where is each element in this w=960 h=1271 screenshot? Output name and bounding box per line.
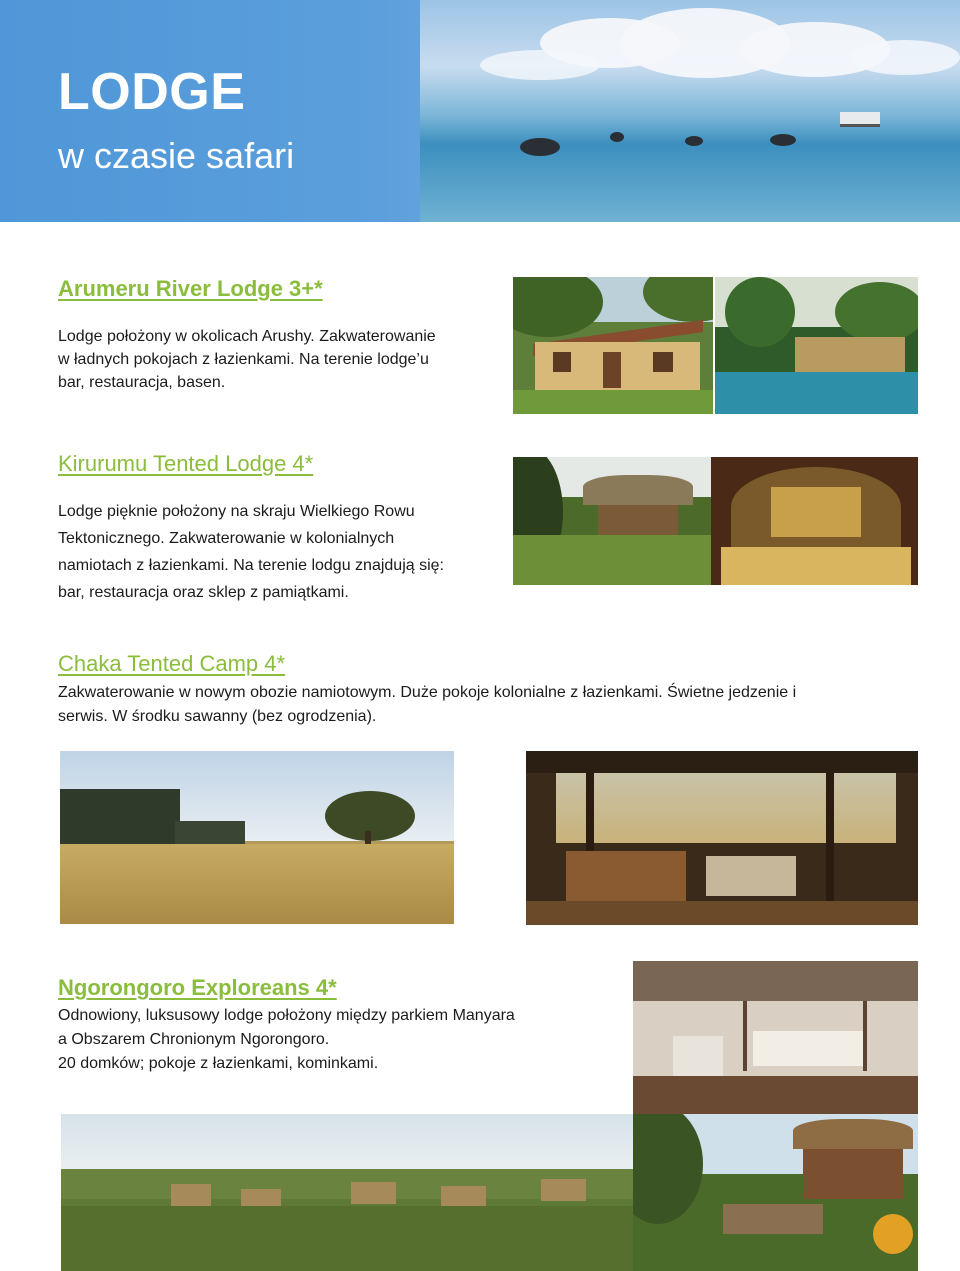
photo-kirurumu-tent-interior	[711, 457, 918, 585]
header-photo-snorkelers	[420, 0, 960, 222]
text-line: 20 domków; pokoje z łazienkami, kominkami.	[58, 1055, 379, 1072]
photo-arumeru-cottage	[513, 277, 713, 414]
text-line: serwis. W środku sawanny (bez ogrodzenia).	[58, 708, 377, 725]
text-line: bar, restauracja oraz sklep z pamiątkami.	[58, 584, 349, 601]
text-line: Lodge pięknie położony na skraju Wielkiego Rowu	[58, 503, 415, 520]
text-line: Odnowiony, luksusowy lodge położony między parkiem Manyara	[58, 1007, 515, 1024]
text-line: w ładnych pokojach z łazienkami. Na terenie lodge’u	[58, 351, 429, 368]
photo-ngorongoro-cottage	[633, 1114, 918, 1271]
photo-chaka-lounge	[526, 751, 918, 925]
text-line: bar, restauracja, basen.	[58, 374, 226, 391]
section-text-chaka	[58, 681, 918, 729]
page-title: LODGE	[58, 63, 246, 121]
page-subtitle: w czasie safari	[58, 135, 295, 176]
text-line: Tektonicznego. Zakwaterowanie w kolonialnych	[58, 530, 395, 547]
text-line: Zakwaterowanie w nowym obozie namiotowym. Duże pokoje kolonialne z łazienkami. Świetne jedzenie i	[58, 684, 797, 701]
text-line: a Obszarem Chronionym Ngorongoro.	[58, 1031, 330, 1048]
section-text-arumeru	[58, 325, 508, 394]
photo-kirurumu-hut	[513, 457, 711, 585]
section-title-ngorongoro[interactable]: Ngorongoro Exploreans 4*	[58, 975, 337, 1000]
section-text-ngorongoro	[58, 1004, 618, 1076]
header-banner	[0, 0, 960, 222]
section-title-arumeru[interactable]: Arumeru River Lodge 3+*	[58, 276, 323, 301]
text-line: Lodge położony w okolicach Arushy. Zakwaterowanie	[58, 328, 436, 345]
section-title-chaka[interactable]: Chaka Tented Camp 4*	[58, 651, 286, 676]
text-line: namiotach z łazienkami. Na terenie lodgu znajdują się:	[58, 557, 444, 574]
photo-chaka-tents	[60, 751, 454, 924]
section-title-kirurumu[interactable]: Kirurumu Tented Lodge 4*	[58, 451, 314, 476]
photo-ngorongoro-village	[61, 1114, 633, 1271]
photo-arumeru-pool	[715, 277, 918, 414]
section-text-kirurumu	[58, 498, 508, 606]
photo-ngorongoro-bedroom	[633, 961, 918, 1114]
